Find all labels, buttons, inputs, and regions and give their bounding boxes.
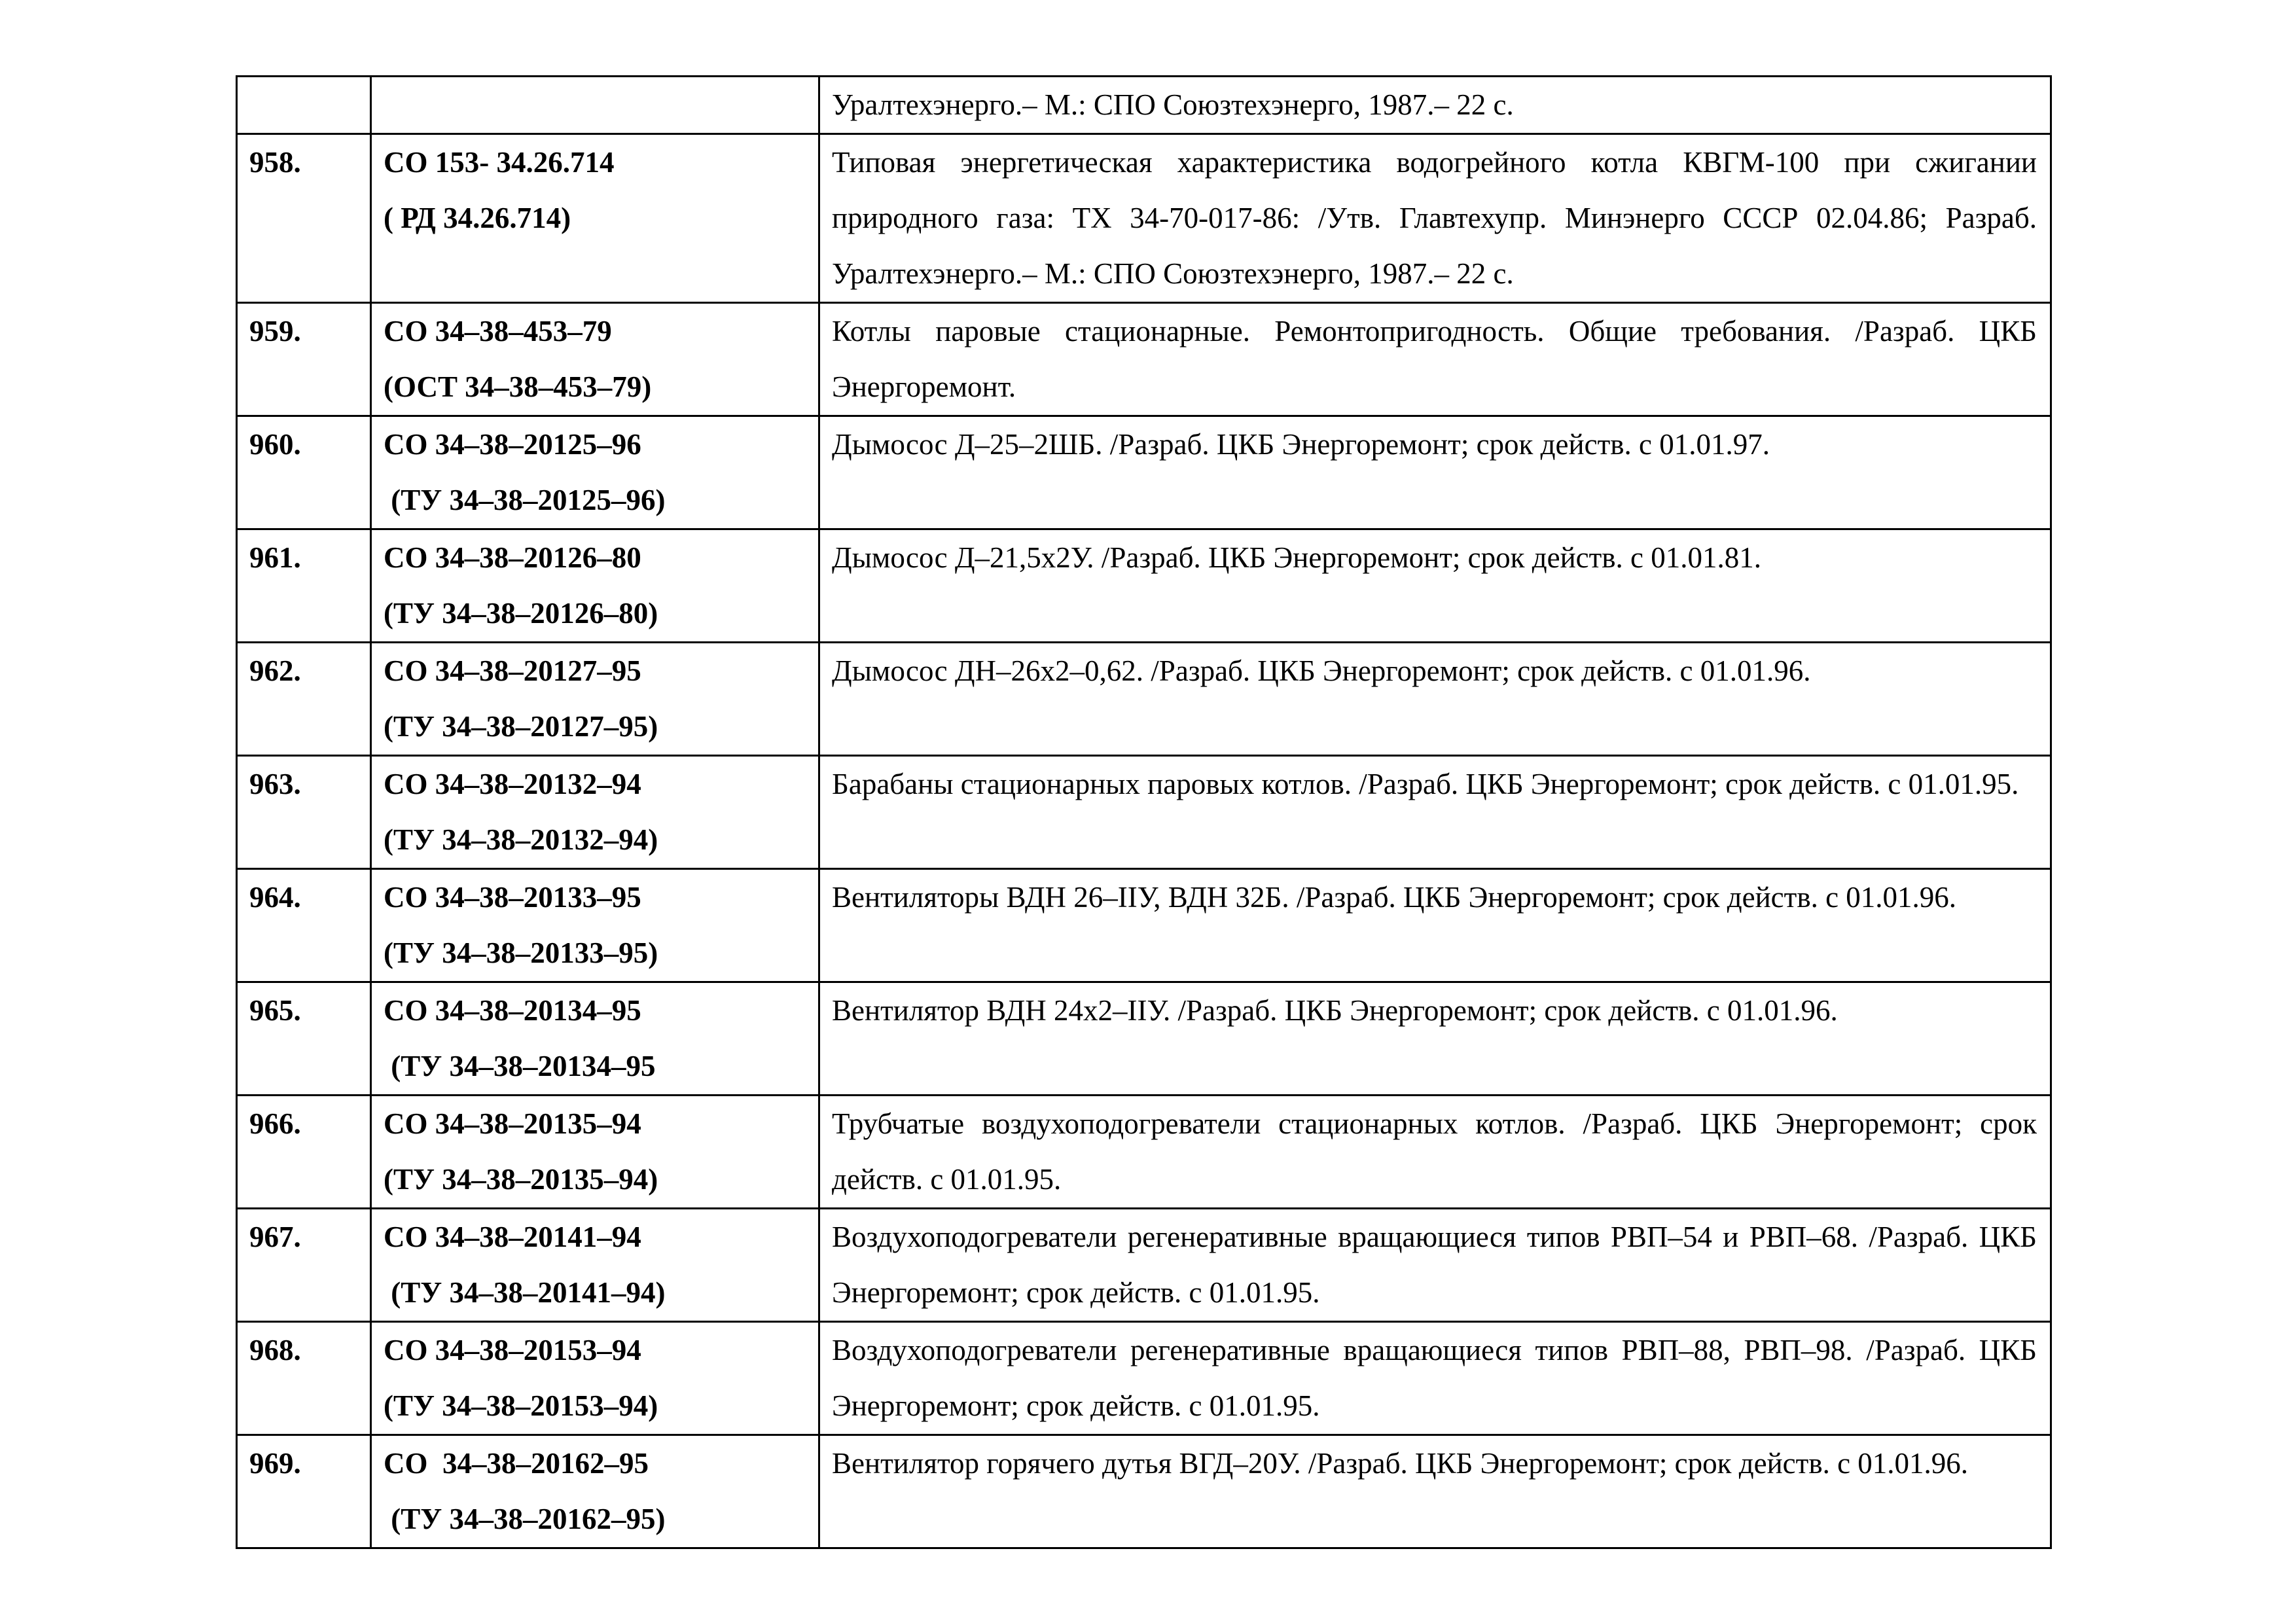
- document-code: СО 34–38–20134–95: [384, 994, 641, 1027]
- document-code-cell: [371, 1322, 819, 1435]
- table-row: [237, 303, 2051, 416]
- standards-table: [236, 75, 2052, 1549]
- document-code-alt: (ТУ 34–38–20135–94): [384, 1163, 658, 1196]
- document-code-alt: ( РД 34.26.714): [384, 202, 571, 234]
- document-code-alt: (ТУ 34–38–20132–94): [384, 823, 658, 856]
- document-description: Барабаны стационарных паровых котлов. /Разраб. ЦКБ Энергоремонт; срок действ. с 01.01.95.: [819, 756, 2051, 869]
- document-description: Воздухоподогреватели регенеративные вращающиеся типов РВП–54 и РВП–68. /Разраб. ЦКБ Энергоремонт; срок действ. с 01.01.95.: [819, 1209, 2051, 1322]
- document-description: Вентилятор ВДН 24х2–IIУ. /Разраб. ЦКБ Энергоремонт; срок действ. с 01.01.96.: [819, 982, 2051, 1096]
- document-code-alt: (ТУ 34–38–20125–96): [384, 484, 666, 516]
- row-number: 958.: [237, 134, 371, 303]
- row-number: 961.: [237, 529, 371, 643]
- row-number: 966.: [237, 1096, 371, 1209]
- document-code: СО 34–38–20153–94: [384, 1334, 641, 1366]
- document-code: СО 34–38–20141–94: [384, 1221, 641, 1253]
- document-code-cell: [371, 77, 819, 134]
- row-number: 960.: [237, 416, 371, 529]
- document-code-alt: (ТУ 34–38–20162–95): [384, 1503, 666, 1535]
- document-code: СО 34–38–20132–94: [384, 768, 641, 800]
- row-number: 962.: [237, 643, 371, 756]
- table-row: [237, 982, 2051, 1096]
- document-description: Уралтехэнерго.– М.: СПО Союзтехэнерго, 1987.– 22 с.: [819, 77, 2051, 134]
- document-code-cell: [371, 1209, 819, 1322]
- document-code-cell: [371, 756, 819, 869]
- document-code-cell: [371, 134, 819, 303]
- row-number: 964.: [237, 869, 371, 982]
- document-code: СО 153- 34.26.714: [384, 146, 615, 179]
- document-code: СО 34–38–20127–95: [384, 654, 641, 687]
- document-description: Трубчатые воздухоподогреватели стационарных котлов. /Разраб. ЦКБ Энергоремонт; срок действ. с 01.01.95.: [819, 1096, 2051, 1209]
- document-code-cell: [371, 982, 819, 1096]
- table-row: [237, 643, 2051, 756]
- document-description: Котлы паровые стационарные. Ремонтопригодность. Общие требования. /Разраб. ЦКБ Энергоремонт.: [819, 303, 2051, 416]
- document-description: Воздухоподогреватели регенеративные вращающиеся типов РВП–88, РВП–98. /Разраб. ЦКБ Энергоремонт; срок действ. с 01.01.95.: [819, 1322, 2051, 1435]
- table-row: [237, 134, 2051, 303]
- document-code: СО 34–38–20162–95: [384, 1447, 649, 1480]
- document-code-alt: (ТУ 34–38–20127–95): [384, 710, 658, 743]
- table-row: [237, 1096, 2051, 1209]
- document-code-cell: [371, 869, 819, 982]
- document-code-alt: (ТУ 34–38–20141–94): [384, 1276, 666, 1309]
- document-code-cell: [371, 529, 819, 643]
- table-row: [237, 1435, 2051, 1548]
- document-description: Вентилятор горячего дутья ВГД–20У. /Разраб. ЦКБ Энергоремонт; срок действ. с 01.01.96.: [819, 1435, 2051, 1548]
- document-description: Дымосос Д–21,5х2У. /Разраб. ЦКБ Энергоремонт; срок действ. с 01.01.81.: [819, 529, 2051, 643]
- row-number: 959.: [237, 303, 371, 416]
- document-code-cell: [371, 1096, 819, 1209]
- document-code: СО 34–38–20133–95: [384, 881, 641, 914]
- document-code-alt: (ТУ 34–38–20126–80): [384, 597, 658, 630]
- row-number: 963.: [237, 756, 371, 869]
- table-row: [237, 77, 2051, 134]
- document-code: СО 34–38–20125–96: [384, 428, 641, 461]
- document-code-alt: (ОСТ 34–38–453–79): [384, 370, 652, 403]
- row-number: 967.: [237, 1209, 371, 1322]
- document-code-alt: (ТУ 34–38–20134–95: [384, 1050, 656, 1082]
- table-row: [237, 756, 2051, 869]
- document-code: СО 34–38–20135–94: [384, 1107, 641, 1140]
- row-number: 965.: [237, 982, 371, 1096]
- document-code-alt: (ТУ 34–38–20153–94): [384, 1389, 658, 1422]
- document-code: СО 34–38–453–79: [384, 315, 612, 348]
- row-number: 968.: [237, 1322, 371, 1435]
- standards-table-body: [237, 77, 2051, 1548]
- document-description: Дымосос Д–25–2ШБ. /Разраб. ЦКБ Энергоремонт; срок действ. с 01.01.97.: [819, 416, 2051, 529]
- document-code-alt: (ТУ 34–38–20133–95): [384, 936, 658, 969]
- document-code: СО 34–38–20126–80: [384, 541, 641, 574]
- document-description: Вентиляторы ВДН 26–IIУ, ВДН 32Б. /Разраб. ЦКБ Энергоремонт; срок действ. с 01.01.96.: [819, 869, 2051, 982]
- document-code-cell: [371, 303, 819, 416]
- document-code-cell: [371, 643, 819, 756]
- document-description: Типовая энергетическая характеристика водогрейного котла КВГМ-100 при сжигании природного газа: ТХ 34-70-017-86: /Утв. Главтехупр. Минэнерго СССР 02.04.86; Разраб. Уралтехэнерго.– М.: СПО Союзтехэнерго, 1987.– 22 с.: [819, 134, 2051, 303]
- table-row: [237, 529, 2051, 643]
- document-code-cell: [371, 416, 819, 529]
- table-row: [237, 416, 2051, 529]
- table-row: [237, 869, 2051, 982]
- row-number: 969.: [237, 1435, 371, 1548]
- document-description: Дымосос ДН–26х2–0,62. /Разраб. ЦКБ Энергоремонт; срок действ. с 01.01.96.: [819, 643, 2051, 756]
- row-number: [237, 77, 371, 134]
- table-row: [237, 1322, 2051, 1435]
- document-code-cell: [371, 1435, 819, 1548]
- table-row: [237, 1209, 2051, 1322]
